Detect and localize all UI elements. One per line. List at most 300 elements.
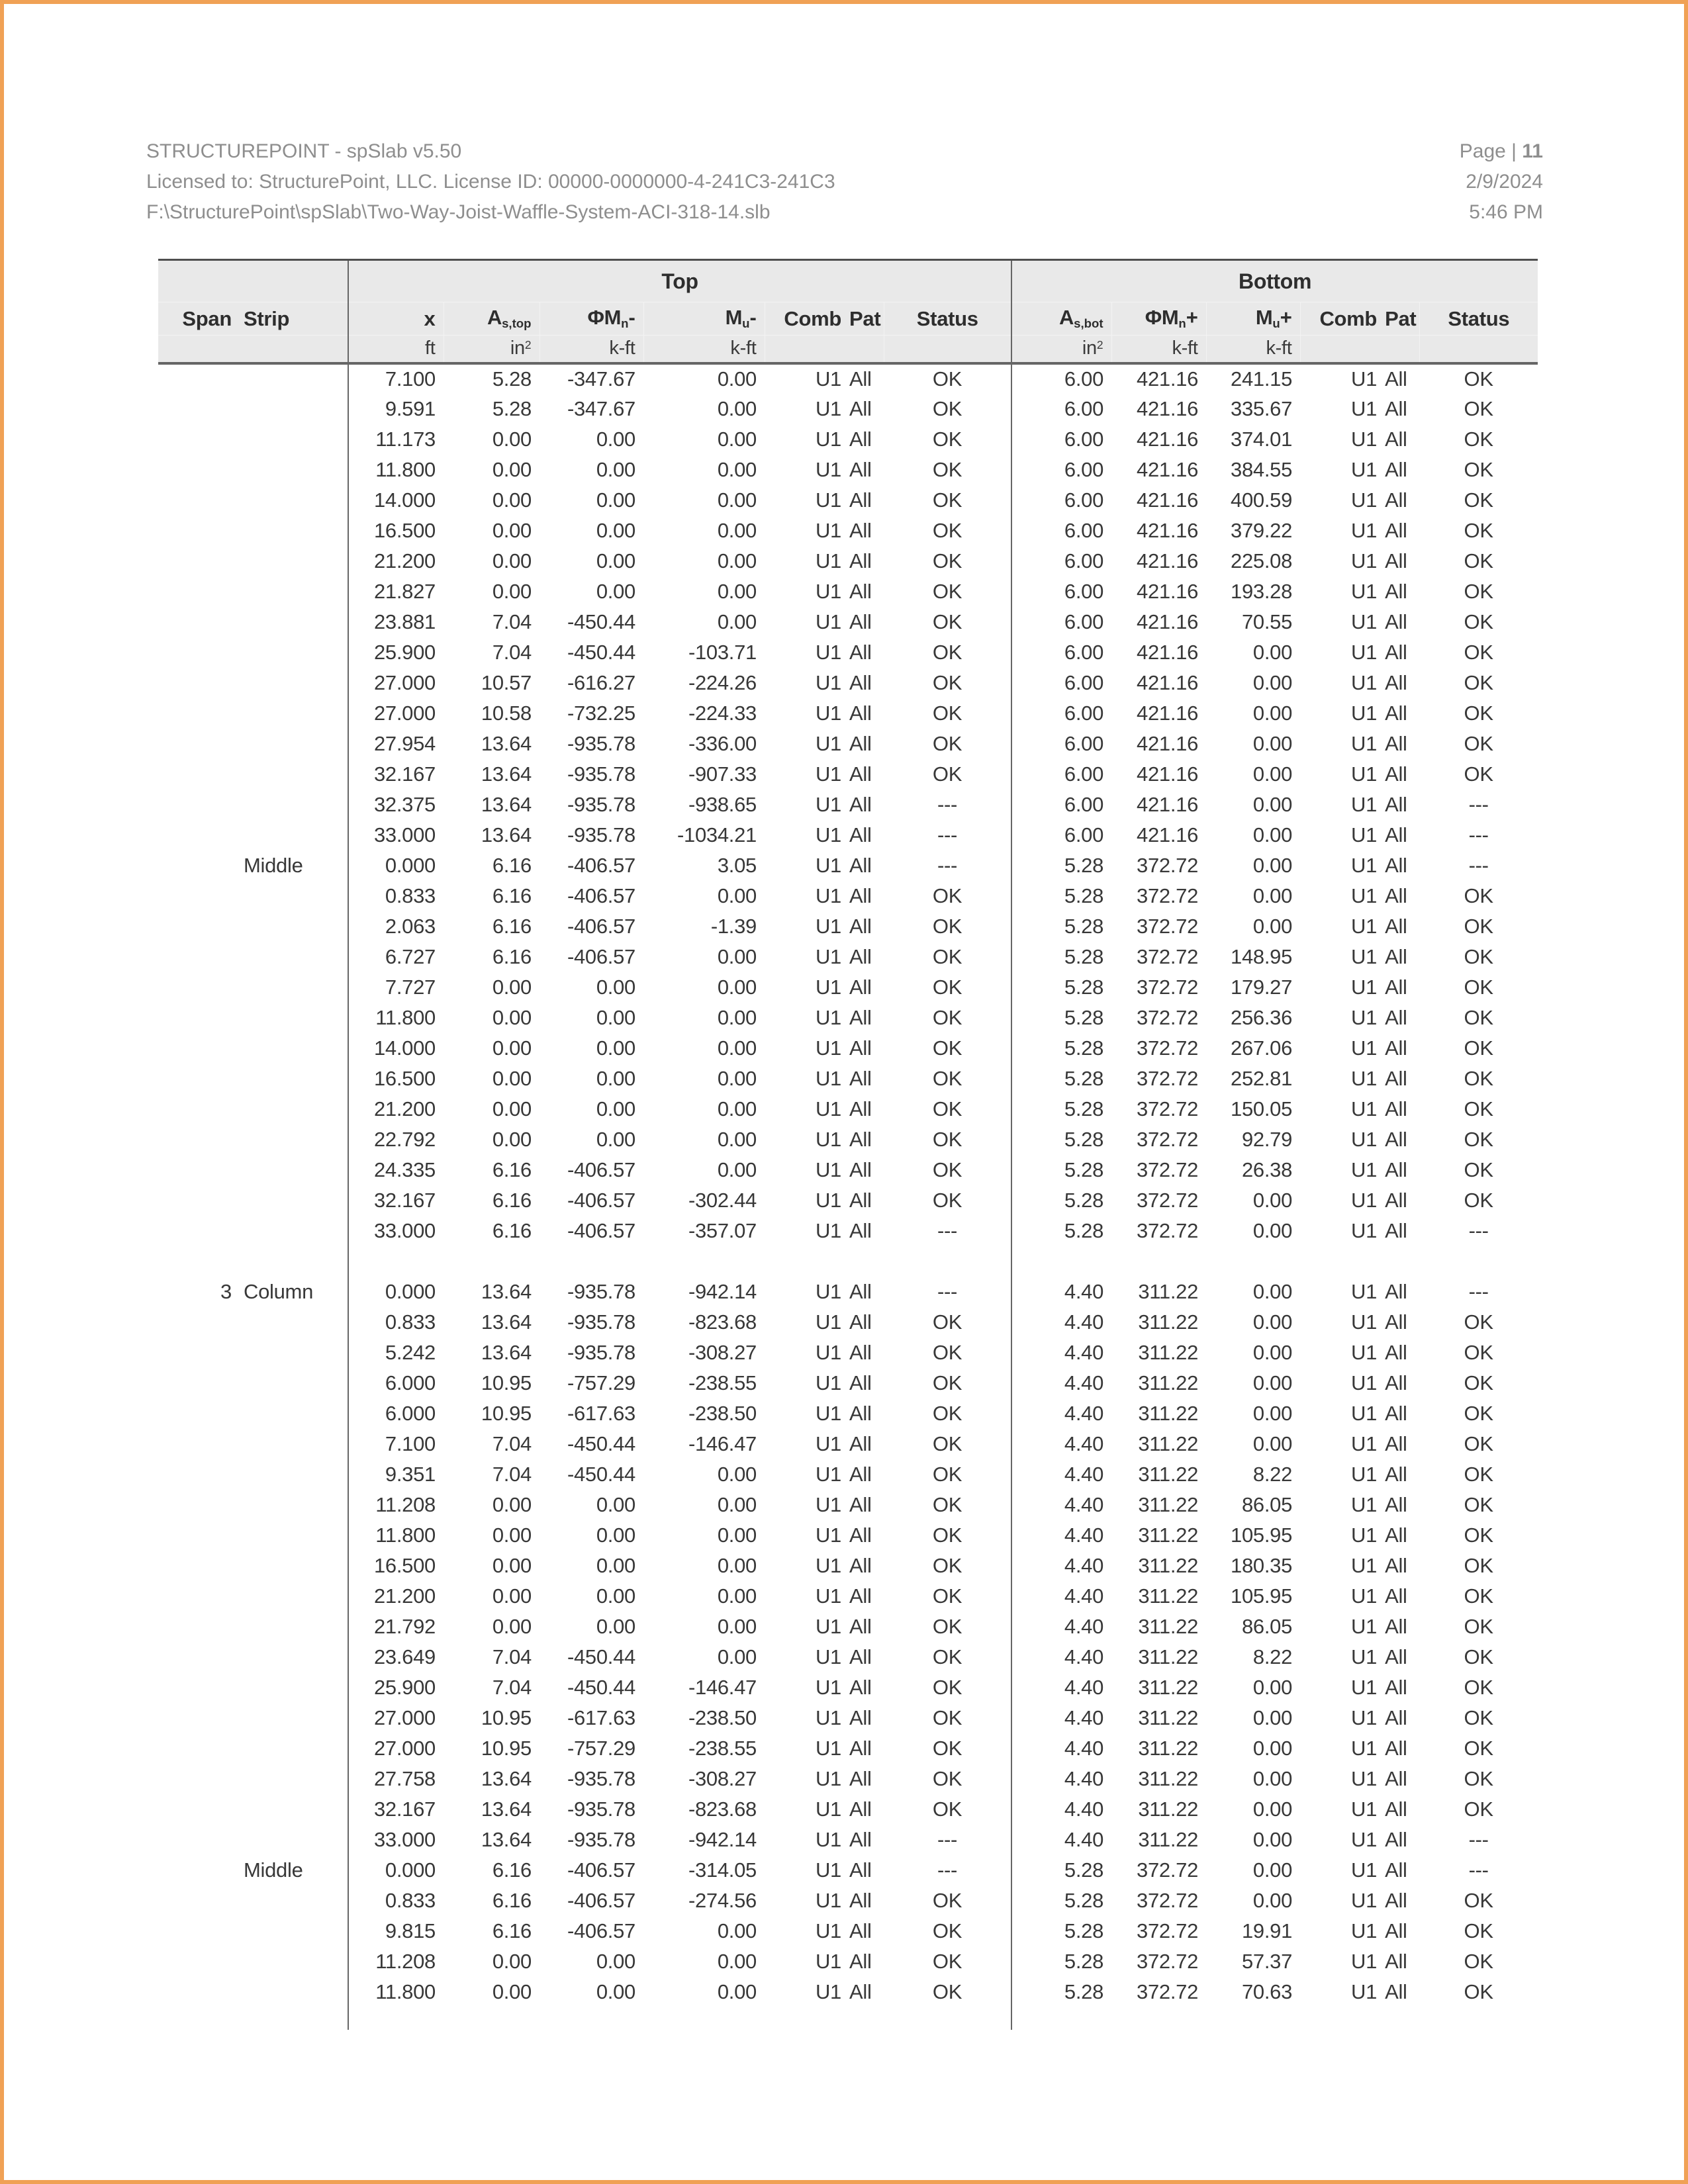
cell-as-bot: 6.00 — [1011, 455, 1111, 485]
cell-pat — [844, 2007, 884, 2030]
cell-as-top — [444, 1246, 539, 1277]
cell-status: --- — [937, 1827, 958, 1851]
cell-comb-bottom: U1 — [1351, 1127, 1378, 1151]
cell-status: OK — [932, 1432, 962, 1455]
page-header-right — [1460, 136, 1543, 228]
cell-strip — [236, 942, 348, 972]
col-header-as-bot — [1011, 302, 1111, 336]
cell-as-bot: 5.28 — [1011, 942, 1111, 972]
cell-pat-bottom: All — [1385, 1462, 1407, 1486]
cell-pat-bottom: All — [1385, 1158, 1407, 1181]
cell-x: 7.727 — [348, 972, 444, 1003]
in-unit-base: in — [510, 338, 525, 359]
cell-pat: All — [849, 1127, 872, 1151]
cell-mu-pos: 0.00 — [1252, 1888, 1293, 1912]
cell-comb-bottom: U1 — [1351, 1949, 1378, 1973]
cell-mu-pos: 179.27 — [1231, 975, 1293, 999]
cell-x: 14.000 — [348, 1033, 444, 1064]
table-row — [158, 1642, 1538, 1672]
cell-x: 27.954 — [348, 729, 444, 759]
cell-phi-mn-pos: 311.22 — [1138, 1827, 1199, 1851]
cell-as-bot: 4.40 — [1011, 1642, 1111, 1672]
cell-status: OK — [932, 1584, 962, 1608]
table-row — [158, 576, 1538, 607]
cell-as-bot: 5.28 — [1011, 1124, 1111, 1155]
cell-mu-neg: 3.05 — [717, 853, 757, 877]
cell-pat-bottom: All — [1385, 1797, 1407, 1821]
cell-mu-neg: -238.55 — [688, 1736, 757, 1760]
cell-comb-bottom: U1 — [1351, 457, 1378, 481]
cell-mu-neg: 0.00 — [717, 427, 757, 451]
cell-mu-pos: 148.95 — [1231, 944, 1293, 968]
cell-as-bot: 4.40 — [1011, 1794, 1111, 1825]
cell-comb-bottom: U1 — [1351, 488, 1378, 512]
cell-as-top: 0.00 — [492, 1127, 532, 1151]
cell-as-bot: 6.00 — [1011, 668, 1111, 698]
cell-comb-bottom: U1 — [1351, 1401, 1378, 1425]
cell-pat-bottom: All — [1385, 427, 1407, 451]
cell-mu-pos: 0.00 — [1252, 1766, 1293, 1790]
spacer-row — [158, 1246, 1538, 1277]
table-row — [158, 1825, 1538, 1855]
cell-status — [884, 2007, 1011, 2030]
cell-pat-bottom: All — [1385, 1645, 1407, 1668]
cell-span — [158, 1581, 236, 1612]
cell-as-top: 0.00 — [492, 1584, 532, 1608]
cell-comb-bottom: U1 — [1351, 1158, 1378, 1181]
cell-span — [158, 485, 236, 516]
cell-status: OK — [932, 884, 962, 907]
cell-strip: Middle — [244, 1858, 303, 1882]
cell-mu-neg: -823.68 — [688, 1310, 757, 1334]
cell-phi-mn-neg: 0.00 — [596, 549, 635, 572]
cell-x: 27.000 — [348, 698, 444, 729]
table-row — [158, 1794, 1538, 1825]
cell-pat-bottom: All — [1385, 1858, 1407, 1882]
cell-phi-mn-pos: 421.16 — [1137, 367, 1199, 390]
cell-comb: U1 — [815, 1066, 841, 1090]
table-row — [158, 1459, 1538, 1490]
table-row — [158, 1520, 1538, 1551]
cell-strip — [236, 790, 348, 820]
cell-pat: All — [849, 975, 872, 999]
cell-x: 23.881 — [348, 607, 444, 637]
cell-mu-neg: -302.44 — [688, 1188, 757, 1212]
table-row — [158, 1368, 1538, 1398]
cell-strip — [236, 1977, 348, 2007]
cell-as-bot: 5.28 — [1011, 911, 1111, 942]
cell-status-bottom: OK — [1464, 1492, 1493, 1516]
cell-as-bot: 6.00 — [1011, 394, 1111, 424]
cell-as-top: 0.00 — [492, 518, 532, 542]
table-row — [158, 759, 1538, 790]
cell-span — [158, 1977, 236, 2007]
cell-x: 11.208 — [348, 1490, 444, 1520]
cell-comb: U1 — [815, 762, 841, 786]
cell-status: OK — [932, 1949, 962, 1973]
cell-comb-bottom: U1 — [1351, 1371, 1378, 1394]
cell-as-top: 7.04 — [492, 1645, 532, 1668]
cell-pat: All — [849, 1158, 872, 1181]
cell-as-top: 5.28 — [492, 367, 532, 390]
cell-mu-neg: -942.14 — [688, 1279, 757, 1303]
cell-mu-pos: 0.00 — [1252, 1827, 1293, 1851]
table-row — [158, 1551, 1538, 1581]
cell-as-top: 13.64 — [481, 1340, 532, 1364]
cell-pat: All — [849, 1310, 872, 1334]
cell-mu-neg: 0.00 — [717, 1127, 757, 1151]
cell-phi-mn-pos: 421.16 — [1137, 396, 1199, 420]
cell-comb: U1 — [815, 1645, 841, 1668]
cell-pat: All — [849, 1401, 872, 1425]
cell-x: 21.827 — [348, 576, 444, 607]
col-header-comb-bottom: Comb — [1300, 302, 1380, 336]
cell-status-bottom: --- — [1468, 823, 1489, 846]
cell-pat-bottom: All — [1385, 1005, 1407, 1029]
cell-as-top — [444, 2007, 539, 2030]
cell-strip — [236, 1642, 348, 1672]
cell-status: OK — [932, 1127, 962, 1151]
cell-as-bot: 4.40 — [1011, 1825, 1111, 1855]
cell-status: OK — [932, 1706, 962, 1729]
cell-comb-bottom: U1 — [1351, 1766, 1378, 1790]
cell-status-bottom: OK — [1464, 396, 1493, 420]
cell-x: 7.100 — [348, 363, 444, 394]
cell-strip — [236, 394, 348, 424]
cell-mu-neg: -274.56 — [688, 1888, 757, 1912]
cell-phi-mn-neg: -935.78 — [567, 1279, 635, 1303]
cell-pat: All — [849, 1036, 872, 1060]
cell-span — [158, 1003, 236, 1033]
cell-as-top: 0.00 — [492, 1523, 532, 1547]
cell-comb-bottom: U1 — [1351, 367, 1378, 390]
cell-strip — [236, 607, 348, 637]
cell-phi-mn-neg: 0.00 — [596, 579, 635, 603]
cell-mu-pos: 400.59 — [1231, 488, 1293, 512]
in-unit-sup: 2 — [1096, 338, 1103, 352]
cell-phi-mn-pos: 372.72 — [1137, 1005, 1199, 1029]
cell-as-bot: 4.40 — [1011, 1338, 1111, 1368]
cell-comb-bottom: U1 — [1351, 823, 1378, 846]
col-header-status-bottom: Status — [1419, 302, 1538, 336]
cell-strip — [236, 1429, 348, 1459]
cell-comb-bottom: U1 — [1351, 853, 1378, 877]
cell-x: 11.800 — [348, 1977, 444, 2007]
cell-comb-bottom: U1 — [1351, 1706, 1378, 1729]
as-top-base: A — [487, 306, 502, 330]
cell-mu-neg: -357.07 — [688, 1218, 757, 1242]
cell-pat: All — [849, 1614, 872, 1638]
cell-x: 6.727 — [348, 942, 444, 972]
cell-phi-mn-neg: 0.00 — [596, 1553, 635, 1577]
cell-mu-pos: 150.05 — [1231, 1097, 1293, 1120]
cell-mu-neg: -823.68 — [688, 1797, 757, 1821]
cell-status: OK — [932, 457, 962, 481]
cell-span — [158, 668, 236, 698]
cell-comb-bottom: U1 — [1351, 1675, 1378, 1699]
units-row — [158, 336, 1538, 363]
cell-status: OK — [932, 1523, 962, 1547]
cell-comb-bottom: U1 — [1351, 396, 1378, 420]
cell-pat: All — [849, 1645, 872, 1668]
cell-status-bottom: OK — [1464, 1340, 1493, 1364]
cell-as-bot: 6.00 — [1011, 546, 1111, 576]
unit-in2-top — [444, 336, 539, 363]
cell-as-bot: 5.28 — [1011, 850, 1111, 881]
cell-comb: U1 — [815, 1949, 841, 1973]
cell-phi-mn-pos: 311.22 — [1138, 1523, 1199, 1547]
cell-x: 21.200 — [348, 546, 444, 576]
group-header-bottom: Bottom — [1011, 260, 1538, 302]
unit-kft-phi-mn-pos: k-ft — [1111, 336, 1206, 363]
cell-as-bot: 5.28 — [1011, 881, 1111, 911]
col-header-strip: Strip — [236, 302, 348, 336]
cell-comb: U1 — [815, 1584, 841, 1608]
cell-mu-neg: 0.00 — [717, 1036, 757, 1060]
cell-mu-pos: 0.00 — [1252, 1736, 1293, 1760]
cell-pat-bottom: All — [1385, 1066, 1407, 1090]
cell-phi-mn-neg: -450.44 — [567, 1645, 635, 1668]
cell-status-bottom: OK — [1464, 1979, 1493, 2003]
col-header-as-top — [444, 302, 539, 336]
cell-pat-bottom: All — [1385, 1401, 1407, 1425]
cell-comb: U1 — [815, 1675, 841, 1699]
cell-phi-mn-neg: 0.00 — [596, 1127, 635, 1151]
cell-status-bottom: OK — [1464, 518, 1493, 542]
cell-comb: U1 — [815, 1340, 841, 1364]
cell-x: 11.800 — [348, 1003, 444, 1033]
cell-phi-mn-pos: 372.72 — [1137, 1188, 1199, 1212]
cell-span — [158, 1216, 236, 1246]
cell-phi-mn-pos: 372.72 — [1137, 914, 1199, 938]
cell-comb: U1 — [815, 792, 841, 816]
cell-span — [158, 759, 236, 790]
cell-status: --- — [937, 823, 958, 846]
cell-strip — [236, 1946, 348, 1977]
cell-as-bot: 5.28 — [1011, 972, 1111, 1003]
table-row — [158, 1946, 1538, 1977]
cell-mu-pos: 0.00 — [1252, 1706, 1293, 1729]
col-header-span: Span — [158, 302, 236, 336]
pos-sign: + — [1186, 306, 1198, 330]
cell-mu-pos: 8.22 — [1252, 1462, 1293, 1486]
cell-mu-neg: 0.00 — [717, 1492, 757, 1516]
cell-status-bottom: OK — [1464, 1706, 1493, 1729]
cell-pat: All — [849, 610, 872, 633]
cell-status-bottom: OK — [1464, 670, 1493, 694]
cell-phi-mn-neg: -935.78 — [567, 1340, 635, 1364]
unit-in2-bottom — [1011, 336, 1111, 363]
cell-mu-neg: 0.00 — [717, 579, 757, 603]
cell-span — [158, 1551, 236, 1581]
table-row — [158, 1490, 1538, 1520]
cell-status-bottom: --- — [1468, 1218, 1489, 1242]
cell-mu-neg: -238.50 — [688, 1401, 757, 1425]
mu-sub: u — [1272, 316, 1280, 331]
cell-comb-bottom: U1 — [1351, 518, 1378, 542]
cell-pat: All — [849, 1432, 872, 1455]
cell-as-bot: 6.00 — [1011, 637, 1111, 668]
cell-status: OK — [932, 1979, 962, 2003]
table-row — [158, 1733, 1538, 1764]
cell-strip — [236, 455, 348, 485]
cell-pat-bottom: All — [1385, 1827, 1407, 1851]
cell-mu-pos: 0.00 — [1252, 1218, 1293, 1242]
cell-span — [158, 972, 236, 1003]
cell-mu-neg: 0.00 — [717, 1979, 757, 2003]
cell-mu-neg: 0.00 — [717, 1523, 757, 1547]
cell-comb-bottom: U1 — [1351, 762, 1378, 786]
cell-mu-neg: 0.00 — [717, 488, 757, 512]
cell-x: 16.500 — [348, 1551, 444, 1581]
cell-comb: U1 — [815, 731, 841, 755]
cell-strip — [236, 424, 348, 455]
cell-strip — [236, 698, 348, 729]
cell-phi-mn-pos: 311.22 — [1138, 1492, 1199, 1516]
table-row — [158, 485, 1538, 516]
cell-status-bottom: OK — [1464, 1097, 1493, 1120]
cell-strip — [236, 1155, 348, 1185]
cell-comb: U1 — [815, 823, 841, 846]
cell-as-top: 13.64 — [481, 1827, 532, 1851]
cell-phi-mn-neg: 0.00 — [596, 1584, 635, 1608]
cell-phi-mn-neg: -406.57 — [567, 853, 635, 877]
table-row — [158, 1764, 1538, 1794]
cell-as-top: 0.00 — [492, 1005, 532, 1029]
cell-mu-neg — [643, 1246, 765, 1277]
cell-status: OK — [932, 944, 962, 968]
cell-status: OK — [932, 1310, 962, 1334]
cell-comb-bottom: U1 — [1351, 1310, 1378, 1334]
cell-x: 7.100 — [348, 1429, 444, 1459]
cell-mu-neg: 0.00 — [717, 884, 757, 907]
col-header-pat: Pat — [844, 302, 884, 336]
cell-strip — [236, 668, 348, 698]
cell-phi-mn-pos: 311.22 — [1138, 1797, 1199, 1821]
cell-phi-mn-pos: 372.72 — [1137, 1218, 1199, 1242]
cell-comb: U1 — [815, 1523, 841, 1547]
cell-phi-mn-neg: -450.44 — [567, 640, 635, 664]
cell-span — [158, 850, 236, 881]
cell-mu-neg: 0.00 — [717, 1553, 757, 1577]
cell-pat: All — [849, 1888, 872, 1912]
cell-comb: U1 — [815, 1432, 841, 1455]
cell-as-top: 13.64 — [481, 1279, 532, 1303]
table-body — [158, 363, 1538, 2030]
cell-mu-neg: 0.00 — [717, 1066, 757, 1090]
cell-as-bot: 5.28 — [1011, 1946, 1111, 1977]
cell-as-top: 10.95 — [481, 1371, 532, 1394]
cell-status: OK — [932, 488, 962, 512]
cell-as-top: 6.16 — [492, 1888, 532, 1912]
cell-span — [158, 1794, 236, 1825]
cell-phi-mn-pos: 372.72 — [1137, 1066, 1199, 1090]
cell-pat-bottom: All — [1385, 1979, 1407, 2003]
cell-comb: U1 — [815, 610, 841, 633]
cell-span — [158, 729, 236, 759]
cell-pat: All — [849, 1279, 872, 1303]
cell-status-bottom — [1419, 1246, 1538, 1277]
cell-as-top: 0.00 — [492, 1553, 532, 1577]
pos-sign: + — [1280, 306, 1292, 330]
table-row — [158, 1429, 1538, 1459]
table-row — [158, 1398, 1538, 1429]
cell-status-bottom: OK — [1464, 640, 1493, 664]
cell-pat: All — [849, 1827, 872, 1851]
cell-span — [158, 546, 236, 576]
cell-comb: U1 — [815, 670, 841, 694]
cell-x: 21.200 — [348, 1094, 444, 1124]
cell-phi-mn-neg: 0.00 — [596, 488, 635, 512]
cell-mu-neg: 0.00 — [717, 610, 757, 633]
cell-x: 9.591 — [348, 394, 444, 424]
table-row — [158, 1003, 1538, 1033]
cell-phi-mn-pos: 372.72 — [1137, 1127, 1199, 1151]
cell-phi-mn-pos: 421.16 — [1137, 640, 1199, 664]
cell-mu-pos: 0.00 — [1252, 1310, 1293, 1334]
cell-comb-bottom: U1 — [1351, 1036, 1378, 1060]
cell-mu-neg: 0.00 — [717, 1005, 757, 1029]
cell-pat: All — [849, 427, 872, 451]
cell-status: OK — [932, 1188, 962, 1212]
cell-as-bot: 6.00 — [1011, 363, 1111, 394]
cell-pat-bottom: All — [1385, 457, 1407, 481]
cell-pat: All — [849, 853, 872, 877]
cell-status-bottom: OK — [1464, 914, 1493, 938]
cell-strip — [236, 1246, 348, 1277]
cell-status: --- — [937, 1279, 958, 1303]
cell-span — [158, 881, 236, 911]
cell-phi-mn-pos: 311.22 — [1138, 1553, 1199, 1577]
cell-as-top: 7.04 — [492, 1432, 532, 1455]
cell-pat-bottom: All — [1385, 1371, 1407, 1394]
cell-status-bottom: OK — [1464, 1553, 1493, 1577]
cell-strip — [236, 1672, 348, 1703]
cell-span — [158, 1825, 236, 1855]
cell-strip — [236, 1368, 348, 1398]
cell-pat-bottom: All — [1385, 1310, 1407, 1334]
cell-strip — [236, 1551, 348, 1581]
cell-status: --- — [937, 1858, 958, 1882]
cell-comb-bottom: U1 — [1351, 1005, 1378, 1029]
cell-mu-pos: 225.08 — [1231, 549, 1293, 572]
cell-phi-mn-neg: -935.78 — [567, 792, 635, 816]
cell-mu-pos: 267.06 — [1231, 1036, 1293, 1060]
cell-pat: All — [849, 731, 872, 755]
cell-mu-neg: 0.00 — [717, 944, 757, 968]
cell-comb-bottom: U1 — [1351, 975, 1378, 999]
cell-comb: U1 — [815, 1736, 841, 1760]
cell-status-bottom: OK — [1464, 610, 1493, 633]
cell-status: OK — [932, 670, 962, 694]
cell-as-top: 0.00 — [492, 427, 532, 451]
cell-comb: U1 — [815, 457, 841, 481]
cell-comb: U1 — [815, 1310, 841, 1334]
cell-comb: U1 — [815, 427, 841, 451]
cell-x: 9.351 — [348, 1459, 444, 1490]
cell-mu-neg: 0.00 — [717, 457, 757, 481]
cell-comb-bottom: U1 — [1351, 944, 1378, 968]
cell-phi-mn-neg: -617.63 — [567, 1706, 635, 1729]
cell-comb-bottom: U1 — [1351, 884, 1378, 907]
table-row — [158, 1916, 1538, 1946]
cell-status: OK — [932, 731, 962, 755]
cell-phi-mn-neg: -406.57 — [567, 1919, 635, 1942]
cell-strip — [236, 1094, 348, 1124]
cell-comb-bottom: U1 — [1351, 1340, 1378, 1364]
cell-as-top: 6.16 — [492, 1188, 532, 1212]
cell-phi-mn-pos: 421.16 — [1137, 579, 1199, 603]
